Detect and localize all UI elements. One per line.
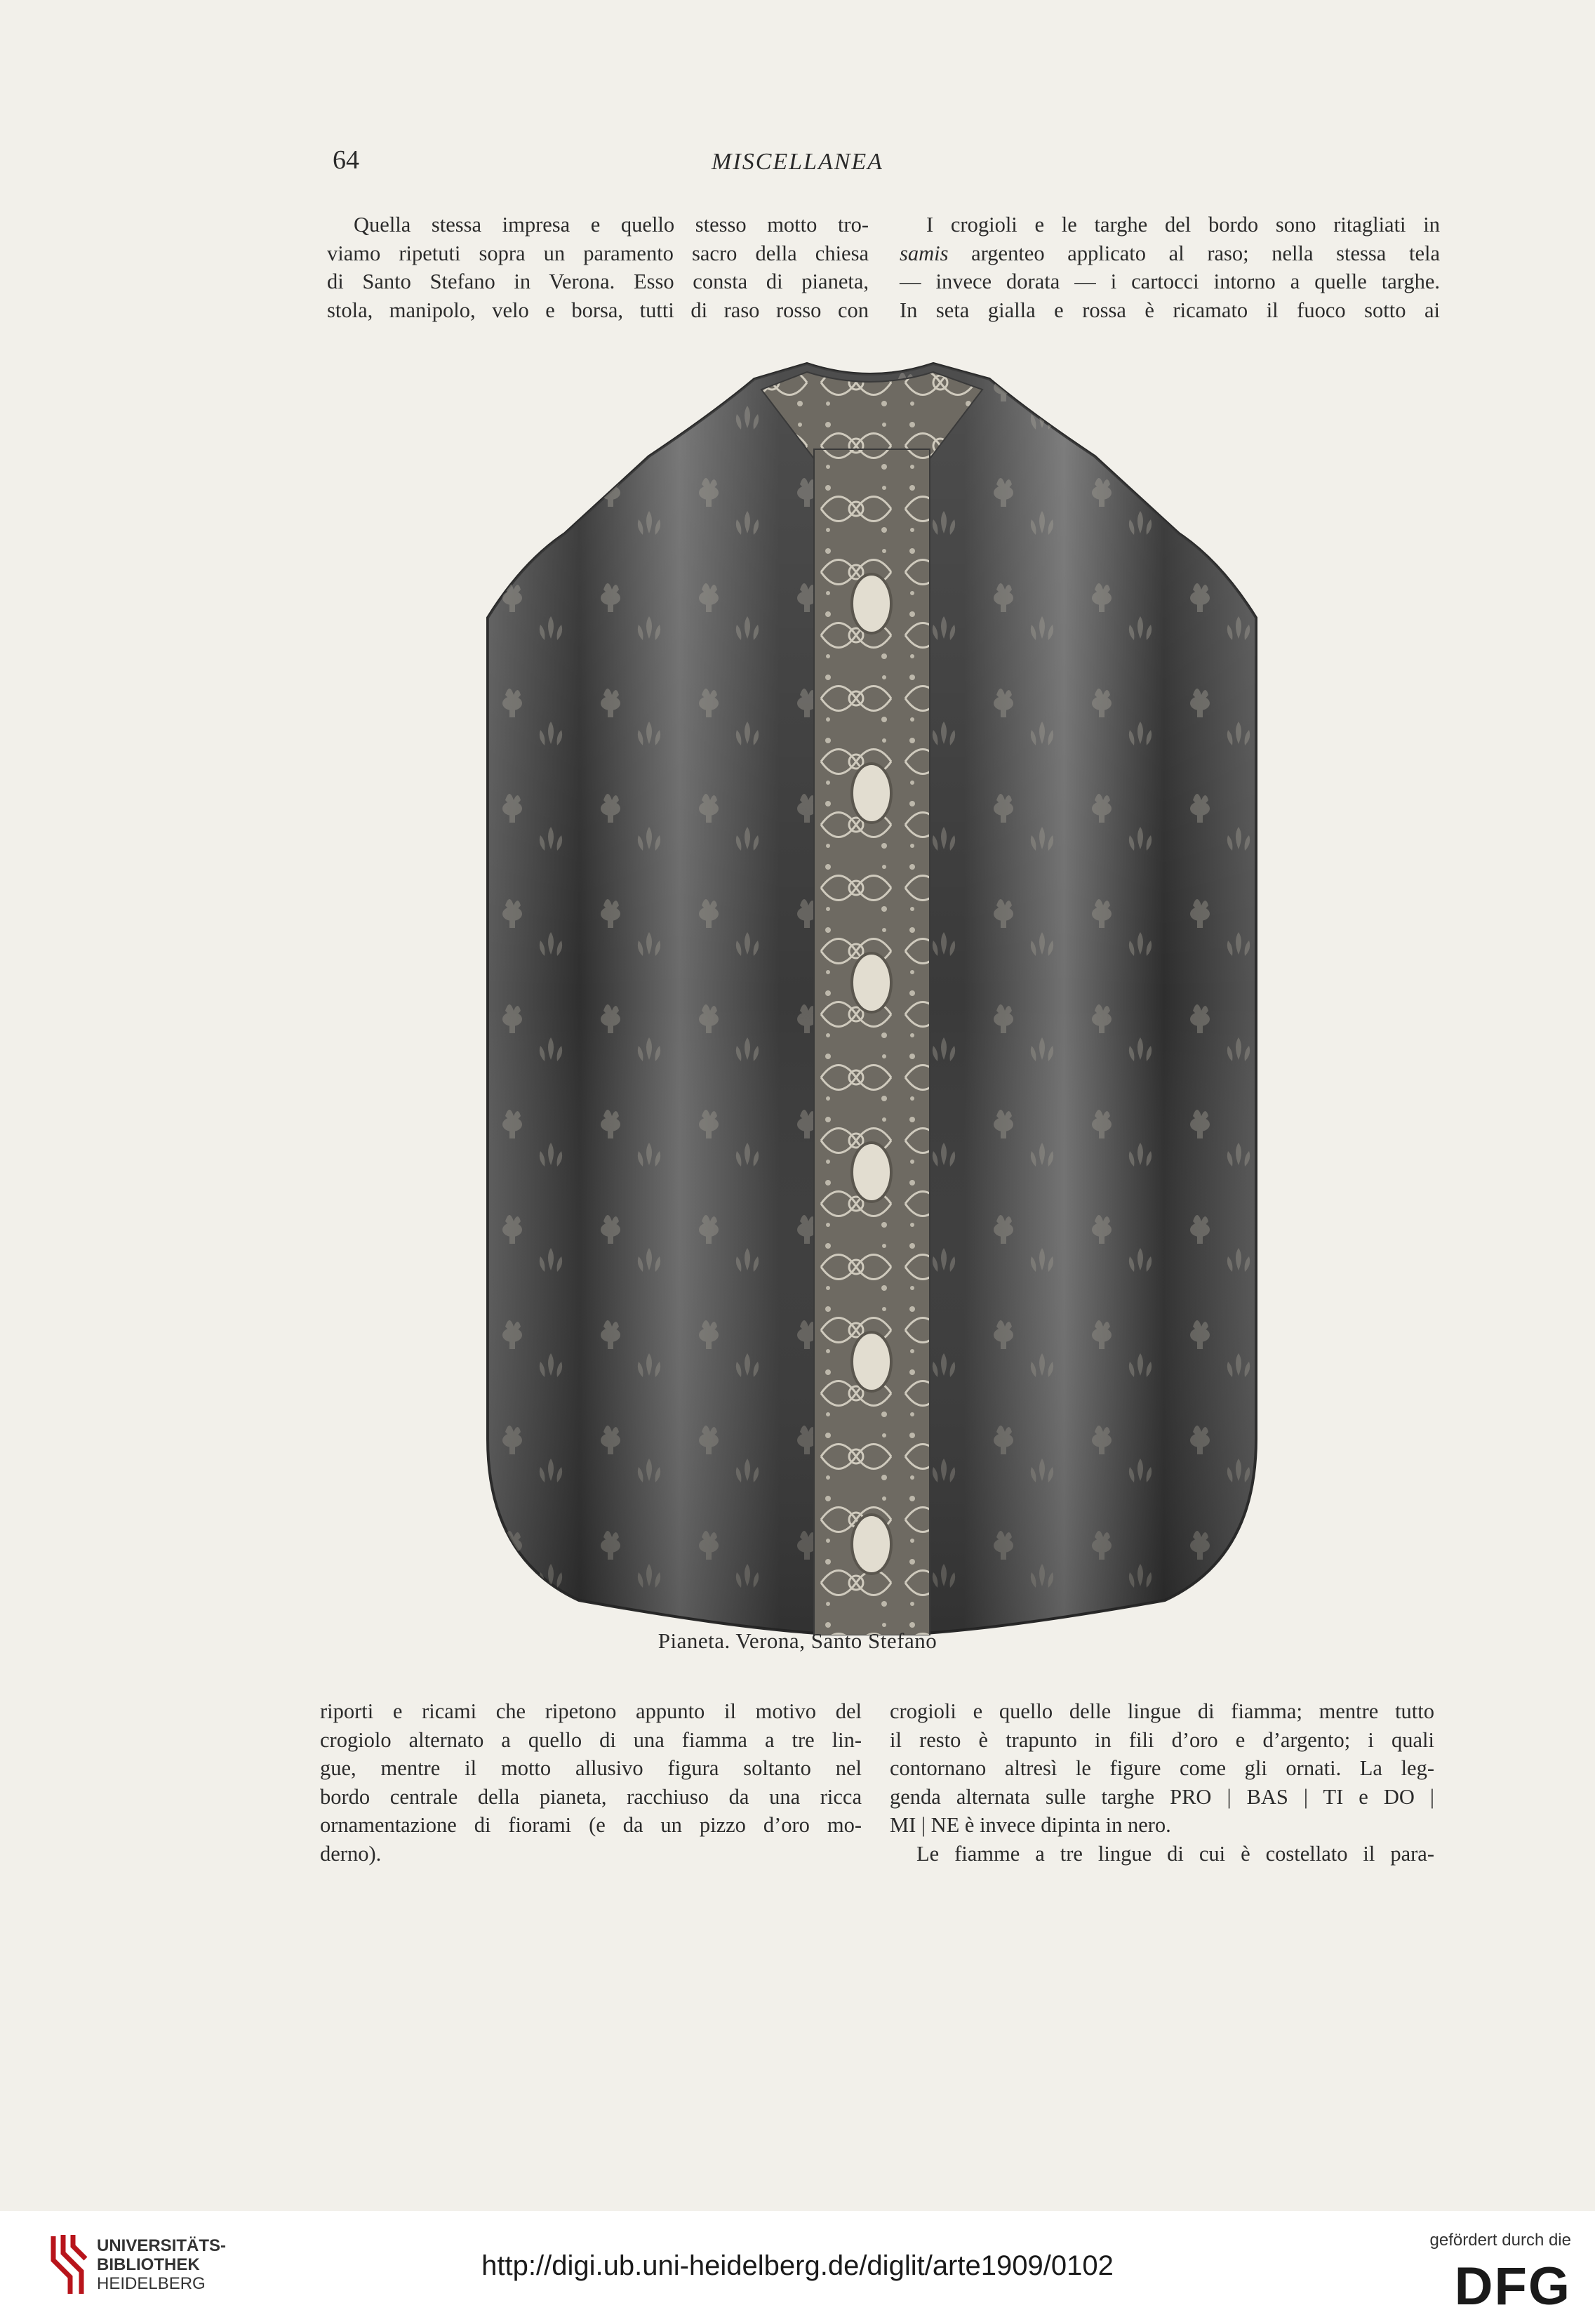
italic-term-samis: samis — [900, 241, 949, 265]
permalink-url[interactable]: http://digi.ub.uni-heidelberg.de/diglit/arte1909/0102 — [481, 2250, 1114, 2281]
text-line: Quella stessa impresa e quello stesso motto tro- — [354, 213, 869, 237]
paragraph-top-right — [900, 211, 1440, 324]
text-line: stola, manipolo, velo e borsa, tutti di raso rosso con — [327, 298, 869, 322]
text-line: In seta gialla e rossa è ricamato il fuoco sotto ai — [900, 298, 1440, 322]
text-line: bordo centrale della pianeta, racchiuso da una ricca — [320, 1784, 862, 1809]
library-line: UNIVERSITÄTS- — [97, 2236, 227, 2255]
text-line: contornano altresì le figure come gli ornati. La leg- — [890, 1756, 1434, 1780]
text-line: di Santo Stefano in Verona. Esso consta di pianeta, — [327, 270, 869, 293]
paragraph-top-left — [327, 211, 869, 324]
text-line: crogioli e quello delle lingue di fiamma; mentre tutto — [890, 1699, 1434, 1723]
library-line: HEIDELBERG — [97, 2274, 206, 2293]
text-line: crogiolo alternato a quello di una fiamma a tre lin- — [320, 1727, 862, 1752]
funder-caption: gefördert durch die — [1429, 2231, 1571, 2250]
text-line: — invece dorata — i cartocci intorno a quelle targhe. — [900, 270, 1440, 293]
text-line: ornamentazione di fiorami (e da un pizzo d’oro mo- — [320, 1813, 862, 1837]
running-head: MISCELLANEA — [712, 149, 883, 175]
chasuble-photograph — [477, 351, 1267, 1635]
text-line: riporti e ricami che ripetono appunto il motivo del — [320, 1699, 862, 1723]
text-line: MI | NE è invece dipinta in nero. — [890, 1813, 1171, 1837]
text-line: viamo ripetuti sopra un paramento sacro della chiesa — [327, 241, 869, 265]
dfg-logo: DFG — [1454, 2257, 1571, 2316]
figure-caption: Pianeta. Verona, Santo Stefano — [658, 1628, 937, 1653]
text-line: il resto è trapunto in fili d’oro e d’argento; i quali — [890, 1727, 1434, 1752]
text-line: I crogioli e le targhe del bordo sono ritagliati in — [926, 213, 1440, 237]
paragraph-bottom-left — [320, 1697, 862, 1868]
digitization-footer — [0, 2211, 1595, 2324]
paragraph-bottom-right — [890, 1697, 1434, 1868]
text-line — [900, 239, 1440, 268]
text-line: genda alternata sulle targhe PRO | BAS | TI e DO | — [890, 1784, 1434, 1809]
page-number: 64 — [333, 145, 359, 175]
text-line: gue, mentre il motto allusivo figura soltanto nel — [320, 1756, 862, 1780]
text-line-rest: argenteo applicato al raso; nella stessa tela — [948, 241, 1440, 265]
text-line: derno). — [320, 1841, 382, 1866]
library-line: BIBLIOTHEK — [97, 2255, 200, 2274]
text-line: Le fiamme a tre lingue di cui è costellato il para- — [916, 1841, 1434, 1866]
